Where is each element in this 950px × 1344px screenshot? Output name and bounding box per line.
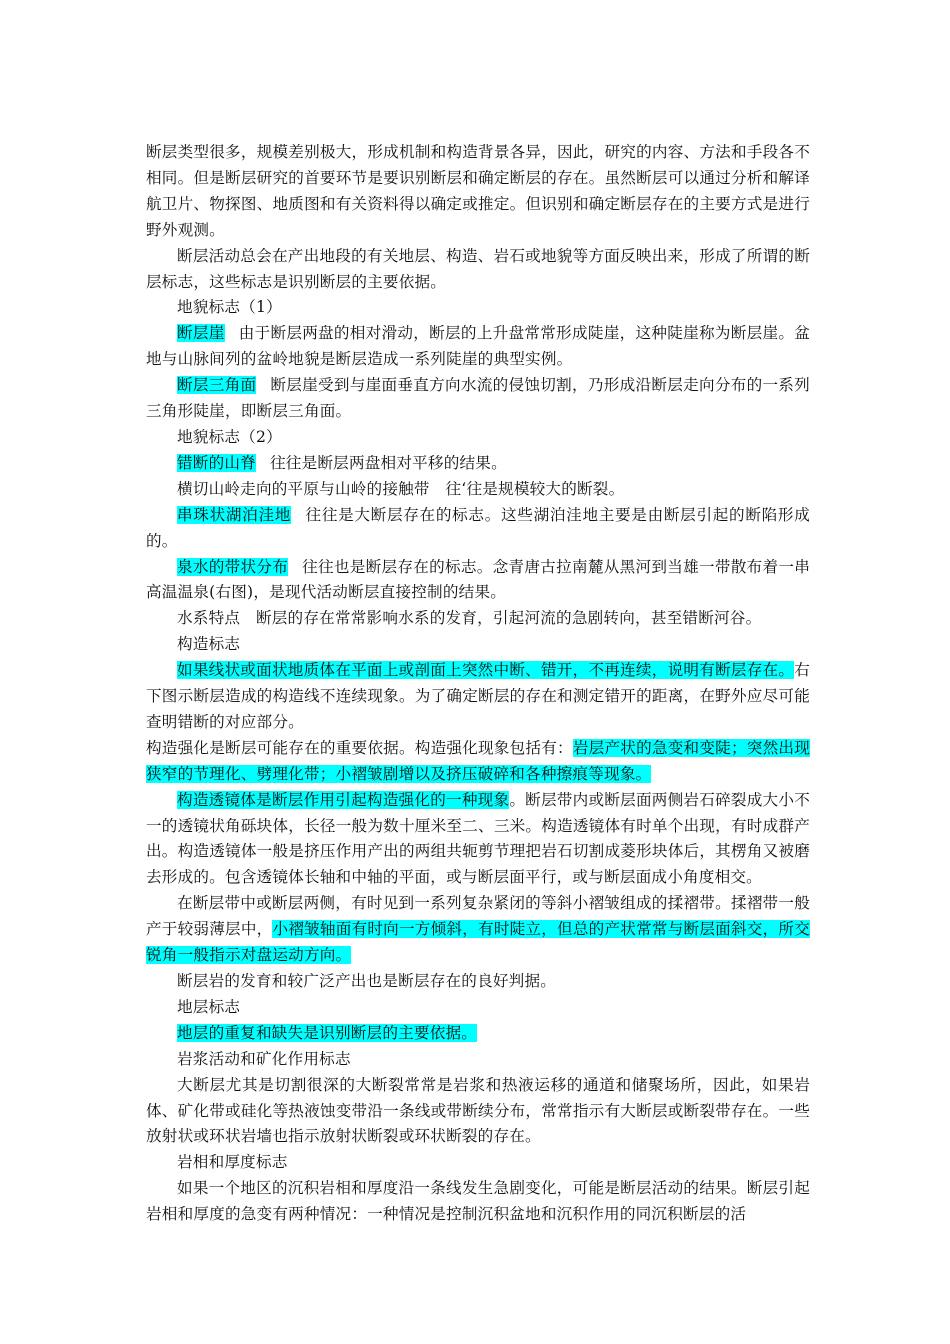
heading-geomorphic-2: 地貌标志（2）	[177, 427, 282, 446]
paragraph-fault-rocks: 断层岩的发育和较广泛产出也是断层存在的良好判据。	[177, 972, 557, 990]
text-lake-depressions: 往往是大断层存在的标志。这些湖泊洼地主要是由断层引起的断陷形成的。	[146, 505, 810, 550]
paragraph-offset-ridge	[146, 451, 810, 477]
paragraph-fault-indicators: 断层活动总会在产出地段的有关地层、构造、岩石或地貌等方面反映出来，形成了所谓的断层标志，这些标志是识别断层的主要依据。	[146, 246, 810, 291]
heading-geomorphic-1: 地貌标志（1）	[177, 298, 282, 317]
text-structural-intensification: 构造强化是断层可能存在的重要依据。构造强化现象包括有：	[146, 738, 573, 757]
highlight-structural-intensification: 岩层产状的急变和变陡；突然出现狭窄的节理化、劈理化带；小褶皱剧增以及挤压破碎和各种擦痕等现象。	[146, 738, 810, 783]
paragraph-structural-intensification	[146, 736, 810, 788]
paragraph-discontinuity	[146, 658, 810, 736]
document-body	[146, 140, 810, 1228]
paragraph-triangular-facet	[146, 373, 810, 425]
text-drag-folds: 在断层带中或断层两侧，有时见到一系列复杂紧闭的等斜小褶皱组成的揉褶带。揉褶带一般产于较弱薄层中，	[146, 894, 810, 939]
heading-facies-thickness: 岩相和厚度标志	[177, 1153, 288, 1172]
heading-stratigraphic: 地层标志	[177, 997, 241, 1016]
paragraph-intro: 断层类型很多，规模差别极大，形成机制和构造背景各异，因此，研究的内容、方法和手段各不相同。但是断层研究的首要环节是要识别断层和确定断层的存在。虽然断层可以通过分析和解译航卫片、物探图、地质图和有关资料得以确定或推定。但识别和确定断层存在的主要方式是进行野外观测。	[146, 143, 810, 239]
paragraph-drainage: 水系特点 断层的存在常常影响水系的发育，引起河流的急剧转向，甚至错断河谷。	[177, 609, 762, 628]
paragraph-facies-thickness: 如果一个地区的沉积岩相和厚度沿一条线发生急剧变化，可能是断层活动的结果。断层引起岩相和厚度的急变有两种情况：一种情况是控制沉积盆地和沉积作用的同沉积断层的活	[146, 1179, 810, 1224]
paragraph-magmatic: 大断层尤其是切割很深的大断裂常常是岩浆和热液运移的通道和储聚场所，因此，如果岩体、矿化带或硅化等热液蚀变带沿一条线或带断续分布，常常指示有大断层或断裂带存在。一些放射状或环状岩墙也指示放射状断裂或环状断裂的存在。	[146, 1075, 810, 1146]
text-fault-scarp: 由于断层两盘的相对滑动，断层的上升盘常常形成陡崖，这种陡崖称为断层崖。盆地与山脉间列的盆岭地貌是断层造成一系列陡崖的典型实例。	[146, 324, 810, 369]
paragraph-fault-scarp	[146, 321, 810, 373]
highlight-fault-scarp: 断层崖	[177, 324, 225, 343]
paragraph-tectonic-lens	[146, 788, 810, 892]
paragraph-repetition-omission	[146, 1021, 810, 1047]
text-spring-belt: 往往也是断层存在的标志。念青唐古拉南麓从黑河到当雄一带散布着一串高温温泉(右图)，是现代活动断层直接控制的结果。	[146, 557, 810, 602]
text-discontinuity: 右下图示断层造成的构造线不连续现象。为了确定断层的存在和测定错开的距离，在野外应尽可能查明错断的对应部分。	[146, 661, 810, 731]
highlight-tectonic-lens: 构造透镜体是断层作用引起构造强化的一种现象	[177, 790, 510, 809]
text-offset-ridge: 往往是断层两盘相对平移的结果。	[269, 453, 507, 472]
highlight-lake-depressions: 串珠状湖泊洼地	[177, 505, 292, 524]
paragraph-spring-belt	[146, 555, 810, 607]
highlight-discontinuity: 如果线状或面状地质体在平面上或剖面上突然中断、错开，不再连续，说明有断层存在。	[177, 661, 795, 680]
heading-structural: 构造标志	[177, 635, 241, 654]
highlight-triangular-facet: 断层三角面	[177, 376, 257, 395]
highlight-drag-folds: 小褶皱轴面有时向一方倾斜，有时陡立，但总的产状常常与断层面斜交，所交锐角一般指示对盘运动方向。	[146, 920, 810, 965]
heading-magmatic: 岩浆活动和矿化作用标志	[177, 1049, 351, 1068]
paragraph-drag-folds	[146, 891, 810, 969]
highlight-repetition-omission: 地层的重复和缺失是识别断层的主要依据。	[177, 1023, 478, 1042]
text-tectonic-lens: 。断层带内或断层面两侧岩石碎裂成大小不一的透镜状角砾块体，长径一般为数十厘米至二、三米。构造透镜体有时单个出现，有时成群产出。构造透镜体一般是挤压作用产出的两组共轭剪节理把岩石切割成菱形块体后，其楞角又被磨去形成的。包含透镜体长轴和中轴的平面，或与断层面平行，或与断层面成小角度相交。	[146, 790, 810, 887]
highlight-offset-ridge: 错断的山脊	[177, 453, 256, 472]
text-triangular-facet: 断层崖受到与崖面垂直方向水流的侵蚀切割，乃形成沿断层走向分布的一系列三角形陡崖，即断层三角面。	[146, 376, 810, 421]
paragraph-plain-mountain-contact: 横切山岭走向的平原与山岭的接触带 往‘往是规模较大的断裂。	[177, 479, 625, 498]
paragraph-lake-depressions	[146, 503, 810, 555]
highlight-spring-belt: 泉水的带状分布	[177, 557, 289, 576]
